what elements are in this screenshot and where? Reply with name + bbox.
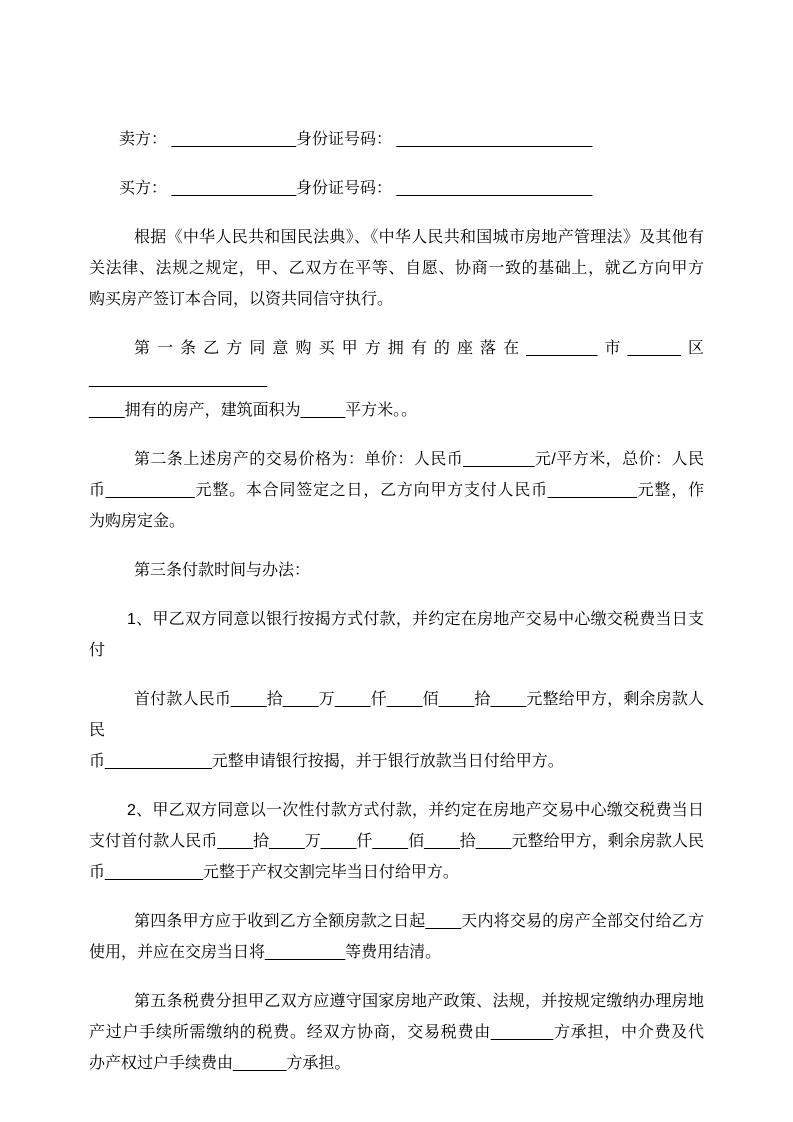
text-line: 第三条付款时间与办法：: [134, 562, 311, 579]
text-line: 第四条甲方应于收到乙方全额房款之日起____天内将交易的房产全部交付给乙方: [134, 913, 704, 930]
text-line: 币__________元整。本合同签定之日，乙方向甲方支付人民币__________元整，作: [89, 482, 704, 499]
text-line: 购买房产签订本合同，以资共同信守执行。: [89, 291, 394, 308]
paragraph-article-1: [89, 333, 704, 426]
text-line: 首付款人民币____拾____万____仟____佰____拾____元整给甲方，剩余房款人民: [89, 691, 704, 739]
paragraph-article-5: [89, 986, 704, 1079]
text-line: 为购房定金。: [89, 513, 186, 530]
text-line: 办产权过户手续费由______方承担。: [89, 1055, 351, 1072]
text-line: 支付首付款人民币____拾____万____仟____佰____拾____元整给甲方，剩余房款人民: [89, 833, 704, 850]
text-line: 根据《中华人民共和国民法典》、《中华人民共和国城市房地产管理法》及其他有: [134, 229, 704, 246]
text-line: 2、甲乙双方同意以一次性付款方式付款，并约定在房地产交易中心缴交税费当日: [127, 802, 704, 819]
text-line: 第五条税费分担甲乙双方应遵守国家房地产政策、法规，并按规定缴纳办理房地: [134, 993, 704, 1010]
paragraph-article-3-heading: [89, 555, 704, 586]
paragraph-seller-line: [89, 124, 704, 155]
text-line: 1、甲乙双方同意以银行按揭方式付款，并约定在房地产交易中心缴交税费当日支: [127, 611, 704, 628]
paragraph-preamble: [89, 222, 704, 315]
text-line: 卖方： ______________身份证号码： ______________________: [119, 131, 593, 148]
text-line: 第二条上述房产的交易价格为：单价：人民币________元/平方米，总价：人民: [134, 451, 704, 468]
text-line: 关法律、法规之规定，甲、乙双方在平等、自愿、协商一致的基础上，就乙方向甲方: [89, 260, 704, 277]
text-line: 使用，并应在交房当日将_________等费用结清。: [89, 944, 442, 961]
document-body: [89, 124, 704, 1079]
text-line: 产过户手续所需缴纳的税费。经双方协商，交易税费由_______方承担，中介费及代: [89, 1024, 704, 1041]
text-line: ____拥有的房产，建筑面积为_____平方米。。: [89, 402, 418, 419]
paragraph-buyer-line: [89, 173, 704, 204]
text-line: 币____________元整申请银行按揭，并于银行放款当日付给甲方。: [89, 753, 564, 770]
paragraph-article-3-item-1: [89, 604, 704, 666]
paragraph-article-2: [89, 444, 704, 537]
paragraph-article-4: [89, 906, 704, 968]
text-line: 币___________元整于产权交割完毕当日付给甲方。: [89, 864, 459, 881]
text-line: 第一条乙方同意购买甲方拥有的座落在________市______区____________________: [89, 340, 704, 388]
text-line: 付: [89, 642, 106, 659]
text-line: 买方： ______________身份证号码： ______________________: [119, 180, 593, 197]
paragraph-article-3-item-2: [89, 795, 704, 888]
paragraph-article-3-item-1-payment: [89, 684, 704, 777]
